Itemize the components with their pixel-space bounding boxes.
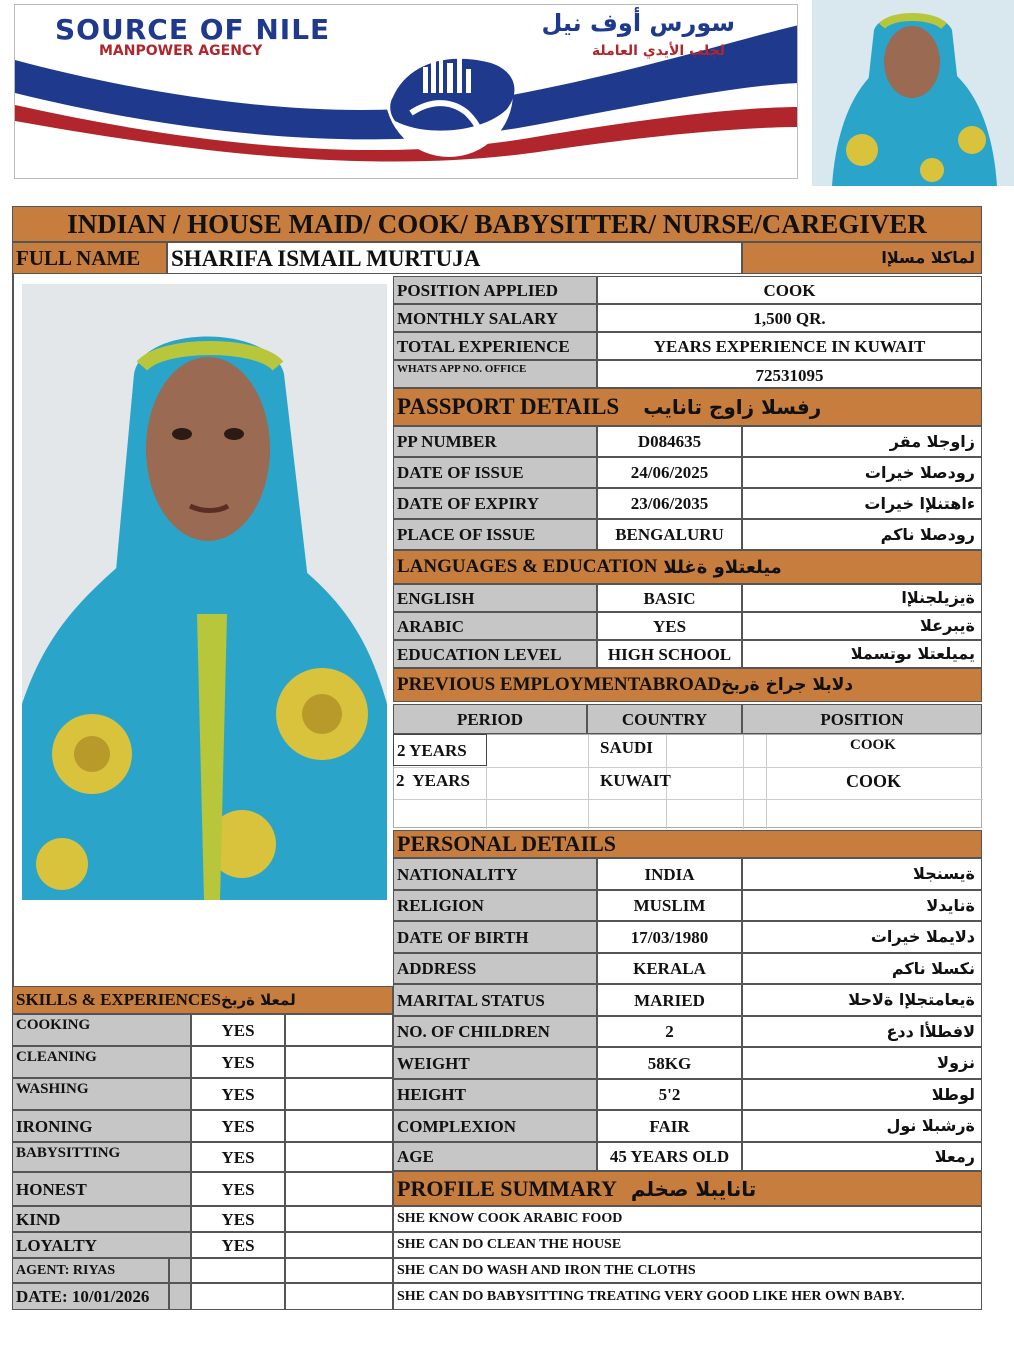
personal-row-label: ADDRESS <box>393 953 597 984</box>
summary-line-3: SHE CAN DO WASH AND IRON THE CLOTHS <box>393 1258 982 1283</box>
logo-title-en: SOURCE OF NILE <box>55 13 331 46</box>
personal-row-value: FAIR <box>597 1110 742 1142</box>
personal-row-ar: رمعلا <box>742 1142 982 1171</box>
english-ar: ةيزيلجنلإا <box>742 584 982 612</box>
personal-row-label: MARITAL STATUS <box>393 984 597 1016</box>
skills-section-header <box>12 986 393 1014</box>
personal-row-value: KERALA <box>597 953 742 984</box>
total-experience-value: YEARS EXPERIENCE IN KUWAIT <box>597 332 982 360</box>
pp-number-label: PP NUMBER <box>393 426 597 457</box>
education-level-ar: يميلعتلا ىوتسملا <box>742 640 982 668</box>
logo-subtitle-ar: لجلب الأيدي العاملة <box>591 43 725 59</box>
personal-row-value: 45 YEARS OLD <box>597 1142 742 1171</box>
whatsapp-label: WHATS APP NO. OFFICE <box>393 360 597 388</box>
personal-row-label: NATIONALITY <box>393 858 597 890</box>
personal-row-value: 58KG <box>597 1047 742 1079</box>
skill-row-label: LOYALTY <box>12 1232 191 1258</box>
languages-section-header <box>393 550 982 584</box>
total-experience-label: TOTAL EXPERIENCE <box>393 332 597 360</box>
monthly-salary-label: MONTHLY SALARY <box>393 304 597 332</box>
place-of-issue-value: BENGALURU <box>597 519 742 550</box>
skill-row-label: CLEANING <box>12 1046 191 1078</box>
education-level-label: EDUCATION LEVEL <box>393 640 597 668</box>
personal-row-ar: ةنايدلا <box>742 890 982 921</box>
date-blank-2 <box>285 1283 393 1310</box>
employment-header-period: PERIOD <box>393 704 587 734</box>
skill-row-label: WASHING <box>12 1078 191 1110</box>
summary-line-1: SHE KNOW COOK ARABIC FOOD <box>393 1206 982 1232</box>
arabic-value: YES <box>597 612 742 640</box>
employment-row-2-position: COOK <box>846 771 902 791</box>
skill-row-blank <box>285 1014 393 1046</box>
skills-title-ar: لمعلا ةربخ <box>221 991 296 1009</box>
personal-section-header: PERSONAL DETAILS <box>393 830 982 858</box>
employment-row-1-period: 2 YEARS <box>393 734 487 766</box>
date-of-issue-ar: رودصلا خيرات <box>742 457 982 488</box>
skill-row-label: KIND <box>12 1206 191 1232</box>
skill-row-label: IRONING <box>12 1110 191 1142</box>
employment-row-2-country: KUWAIT <box>600 771 671 790</box>
personal-row-ar: نزولا <box>742 1047 982 1079</box>
full-name-label: FULL NAME <box>12 242 167 274</box>
employment-title: PREVIOUS EMPLOYMENTABROAD <box>397 674 722 695</box>
place-of-issue-label: PLACE OF ISSUE <box>393 519 597 550</box>
date-label: DATE: 10/01/2026 <box>12 1283 169 1310</box>
skill-row-value: YES <box>191 1172 285 1206</box>
date-of-issue-label: DATE OF ISSUE <box>393 457 597 488</box>
summary-line-4: SHE CAN DO BABYSITTING TREATING VERY GOOD LIKE HER OWN BABY. <box>393 1283 982 1310</box>
personal-row-ar: ةرشبلا نول <box>742 1110 982 1142</box>
logo-subtitle-en: MANPOWER AGENCY <box>99 43 263 59</box>
whatsapp-value: 72531095 <box>597 360 982 388</box>
employment-header-country: COUNTRY <box>587 704 742 734</box>
position-applied-value: COOK <box>597 276 982 304</box>
skill-row-blank <box>285 1206 393 1232</box>
personal-row-label: AGE <box>393 1142 597 1171</box>
personal-row-label: RELIGION <box>393 890 597 921</box>
date-blank-1 <box>191 1283 285 1310</box>
passport-title: PASSPORT DETAILS <box>397 394 620 419</box>
pp-number-ar: زاوجلا مقر <box>742 426 982 457</box>
languages-title: LANGUAGES & EDUCATION <box>397 556 658 577</box>
monthly-salary-value: 1,500 QR. <box>597 304 982 332</box>
agent-spacer <box>169 1258 191 1283</box>
personal-row-ar: لافطلأا ددع <box>742 1016 982 1047</box>
skill-row-value: YES <box>191 1078 285 1110</box>
pp-number-value: D084635 <box>597 426 742 457</box>
passport-title-ar: رفسلا زاوج تانايب <box>643 395 822 419</box>
personal-row-value: MARIED <box>597 984 742 1016</box>
skill-row-value: YES <box>191 1206 285 1232</box>
skill-row-blank <box>285 1172 393 1206</box>
skill-row-value: YES <box>191 1142 285 1172</box>
profile-photo-small <box>812 0 1014 186</box>
agent-blank-2 <box>285 1258 393 1283</box>
date-of-issue-value: 24/06/2025 <box>597 457 742 488</box>
logo-title-ar: سورس أوف نيل <box>541 9 735 37</box>
skill-row-blank <box>285 1110 393 1142</box>
skills-title: SKILLS & EXPERIENCES <box>16 990 222 1009</box>
skill-row-value: YES <box>191 1046 285 1078</box>
passport-section-header <box>393 388 982 426</box>
agent-label: AGENT: RIYAS <box>12 1258 169 1283</box>
personal-row-ar: ةيسنجلا <box>742 858 982 890</box>
summary-title: PROFILE SUMMARY <box>397 1175 617 1201</box>
arabic-ar: ةيبرعلا <box>742 612 982 640</box>
english-value: BASIC <box>597 584 742 612</box>
personal-row-label: DATE OF BIRTH <box>393 921 597 953</box>
personal-row-value: 2 <box>597 1016 742 1047</box>
personal-row-label: HEIGHT <box>393 1079 597 1110</box>
agent-blank-1 <box>191 1258 285 1283</box>
employment-title-ar: دلابلا جراخ ةربخ <box>721 675 854 695</box>
header-banner <box>14 4 798 179</box>
place-of-issue-ar: رودصلا ناكم <box>742 519 982 550</box>
date-of-expiry-label: DATE OF EXPIRY <box>393 488 597 519</box>
personal-row-value: INDIA <box>597 858 742 890</box>
employment-section-header <box>393 668 982 702</box>
employment-row-1-position: COOK <box>850 737 896 753</box>
summary-section-header <box>393 1171 982 1206</box>
position-applied-label: POSITION APPLIED <box>393 276 597 304</box>
employment-row-1-country: SAUDI <box>600 738 653 757</box>
personal-row-ar: ةيعامتجلإا ةلاحلا <box>742 984 982 1016</box>
skill-row-label: BABYSITTING <box>12 1142 191 1172</box>
full-name-value: SHARIFA ISMAIL MURTUJA <box>167 242 742 274</box>
profile-photo <box>22 284 387 900</box>
skill-row-label: COOKING <box>12 1014 191 1046</box>
personal-row-label: WEIGHT <box>393 1047 597 1079</box>
personal-row-label: COMPLEXION <box>393 1110 597 1142</box>
personal-row-ar: لوطلا <box>742 1079 982 1110</box>
summary-line-2: SHE CAN DO CLEAN THE HOUSE <box>393 1232 982 1258</box>
personal-row-value: 17/03/1980 <box>597 921 742 953</box>
skill-row-label: HONEST <box>12 1172 191 1206</box>
english-label: ENGLISH <box>393 584 597 612</box>
languages-title-ar: ميلعتلاو ةغللا <box>663 556 782 578</box>
skill-row-value: YES <box>191 1014 285 1046</box>
arabic-label: ARABIC <box>393 612 597 640</box>
date-of-expiry-value: 23/06/2035 <box>597 488 742 519</box>
skill-row-blank <box>285 1232 393 1258</box>
employment-row-2-period: 2 YEARS <box>396 771 470 790</box>
education-level-value: HIGH SCHOOL <box>597 640 742 668</box>
skill-row-blank <box>285 1046 393 1078</box>
full-name-ar: لماكلا مسلإا <box>742 242 982 274</box>
personal-row-label: NO. OF CHILDREN <box>393 1016 597 1047</box>
skill-row-value: YES <box>191 1110 285 1142</box>
skill-row-blank <box>285 1142 393 1172</box>
personal-row-ar: نكسلا ناكم <box>742 953 982 984</box>
employment-header-position: POSITION <box>742 704 982 734</box>
personal-row-value: 5'2 <box>597 1079 742 1110</box>
date-spacer <box>169 1283 191 1310</box>
page-title: INDIAN / HOUSE MAID/ COOK/ BABYSITTER/ NURSE/CAREGIVER <box>12 206 982 242</box>
date-of-expiry-ar: ءاهتنلإا خيرات <box>742 488 982 519</box>
skill-row-value: YES <box>191 1232 285 1258</box>
skill-row-blank <box>285 1078 393 1110</box>
summary-title-ar: تانايبلا صخلم <box>630 1176 757 1201</box>
personal-row-value: MUSLIM <box>597 890 742 921</box>
personal-row-ar: دلايملا خيرات <box>742 921 982 953</box>
